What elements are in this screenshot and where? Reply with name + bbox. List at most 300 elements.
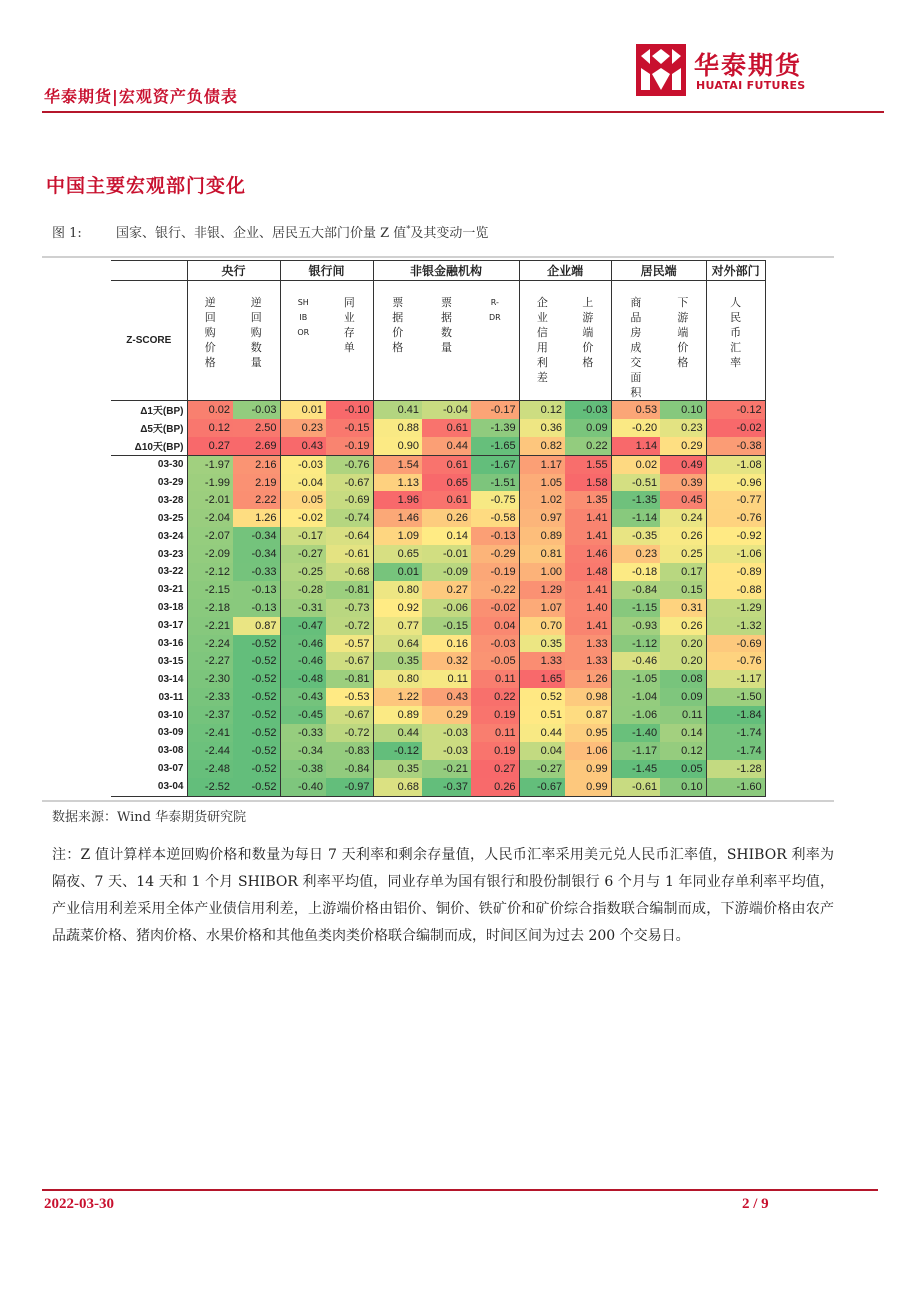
zscore-cell: -0.33	[233, 563, 280, 581]
zscore-cell: 0.44	[422, 437, 471, 455]
figure-number: 图 1:	[52, 226, 82, 241]
zscore-cell: -0.34	[233, 527, 280, 545]
date-row	[111, 563, 765, 581]
group-header: 央行	[187, 261, 280, 281]
delta-row	[111, 419, 765, 437]
column-header	[187, 281, 233, 401]
date-row	[111, 617, 765, 635]
zscore-cell: 0.95	[565, 724, 611, 742]
zscore-cell: -0.52	[233, 670, 280, 688]
zscore-cell: 0.02	[611, 455, 660, 473]
delta-row	[111, 437, 765, 455]
zscore-cell: 1.26	[565, 670, 611, 688]
zscore-cell: -0.76	[326, 455, 373, 473]
zscore-cell: -0.27	[519, 760, 565, 778]
zscore-cell: 1.33	[565, 635, 611, 653]
column-header-label: SHIBOR	[297, 298, 310, 337]
zscore-cell: 0.20	[660, 652, 706, 670]
zscore-cell: 0.05	[660, 760, 706, 778]
zscore-cell: -1.74	[706, 724, 765, 742]
row-label: 03-09	[111, 724, 187, 742]
zscore-cell: -2.48	[187, 760, 233, 778]
zscore-cell: -0.13	[471, 527, 519, 545]
zscore-cell: -0.72	[326, 617, 373, 635]
header-rule	[42, 111, 884, 113]
zscore-cell: 0.80	[373, 581, 422, 599]
zscore-cell: -0.29	[471, 545, 519, 563]
zscore-cell: 0.52	[519, 688, 565, 706]
zscore-cell: -0.92	[706, 527, 765, 545]
zscore-cell: -2.04	[187, 509, 233, 527]
zscore-cell: -0.76	[706, 652, 765, 670]
zscore-cell: 1.41	[565, 527, 611, 545]
zscore-cell: 0.17	[660, 563, 706, 581]
zscore-cell: 1.58	[565, 474, 611, 492]
column-header	[233, 281, 280, 401]
group-header: 企业端	[519, 261, 611, 281]
zscore-cell: 0.04	[471, 617, 519, 635]
zscore-cell: 0.15	[660, 581, 706, 599]
zscore-cell: 0.99	[565, 760, 611, 778]
footer-rule	[42, 1189, 878, 1191]
zscore-cell: 0.35	[373, 652, 422, 670]
zscore-cell: -1.06	[611, 706, 660, 724]
zscore-cell: -0.52	[233, 742, 280, 760]
zscore-cell: 1.09	[373, 527, 422, 545]
zscore-cell: -1.39	[471, 419, 519, 437]
group-header: 居民端	[611, 261, 706, 281]
zscore-cell: -0.03	[233, 401, 280, 419]
column-header	[611, 281, 660, 401]
column-header	[326, 281, 373, 401]
zscore-cell: -1.67	[471, 455, 519, 473]
zscore-cell: -0.04	[422, 401, 471, 419]
zscore-cell: -2.12	[187, 563, 233, 581]
zscore-cell: -2.52	[187, 778, 233, 796]
column-header	[519, 281, 565, 401]
zscore-cell: -2.09	[187, 545, 233, 563]
zscore-cell: -0.33	[280, 724, 326, 742]
zscore-cell: 0.31	[660, 599, 706, 617]
zscore-cell: -0.37	[422, 778, 471, 796]
section-title: 中国主要宏观部门变化	[46, 175, 247, 197]
column-header-label: 上游端价格	[582, 296, 594, 369]
zscore-cell: -2.07	[187, 527, 233, 545]
group-header: 非银金融机构	[373, 261, 519, 281]
zscore-cell: -0.73	[326, 599, 373, 617]
zscore-cell: -0.03	[422, 724, 471, 742]
zscore-cell: -0.97	[326, 778, 373, 796]
zscore-cell: 0.87	[233, 617, 280, 635]
zscore-cell: 0.65	[422, 474, 471, 492]
zscore-cell: 0.49	[660, 455, 706, 473]
zscore-cell: 1.40	[565, 599, 611, 617]
zscore-cell: 1.33	[565, 652, 611, 670]
zscore-cell: -0.18	[611, 563, 660, 581]
zscore-cell: -0.48	[280, 670, 326, 688]
zscore-cell: 1.41	[565, 509, 611, 527]
column-header-label: 人民币汇率	[730, 296, 742, 369]
zscore-cell: 0.11	[422, 670, 471, 688]
zscore-cell: -0.76	[706, 509, 765, 527]
group-header: 银行间	[280, 261, 373, 281]
zscore-cell: 1.22	[373, 688, 422, 706]
row-label: 03-11	[111, 688, 187, 706]
figure-top-rule	[42, 256, 834, 258]
zscore-cell: -1.08	[706, 455, 765, 473]
zscore-cell: -2.21	[187, 617, 233, 635]
zscore-cell: 0.10	[660, 778, 706, 796]
zscore-cell: -1.17	[611, 742, 660, 760]
zscore-cell: 0.65	[373, 545, 422, 563]
zscore-cell: 0.08	[660, 670, 706, 688]
zscore-cell: 0.02	[187, 401, 233, 419]
zscore-cell: 1.14	[611, 437, 660, 455]
zscore-cell: 0.09	[565, 419, 611, 437]
zscore-cell: 0.99	[565, 778, 611, 796]
zscore-cell: 2.69	[233, 437, 280, 455]
zscore-cell: -0.75	[471, 491, 519, 509]
zscore-cell: -0.03	[565, 401, 611, 419]
zscore-cell: 0.39	[660, 474, 706, 492]
zscore-cell: -1.51	[471, 474, 519, 492]
zscore-table	[111, 260, 766, 797]
zscore-cell: -0.02	[706, 419, 765, 437]
zscore-cell: -1.12	[611, 635, 660, 653]
column-header	[471, 281, 519, 401]
zscore-cell: 2.50	[233, 419, 280, 437]
zscore-cell: 0.12	[660, 742, 706, 760]
zscore-cell: -0.52	[233, 706, 280, 724]
zscore-cell: 0.89	[519, 527, 565, 545]
zscore-cell: -1.15	[611, 599, 660, 617]
zscore-cell: -0.28	[280, 581, 326, 599]
zscore-cell: 0.09	[660, 688, 706, 706]
huatai-logo-icon	[636, 44, 686, 96]
zscore-cell: -1.97	[187, 455, 233, 473]
date-row	[111, 509, 765, 527]
column-header-label: 企业信用利差	[536, 296, 548, 384]
zscore-cell: -0.69	[326, 491, 373, 509]
zscore-cell: 0.32	[422, 652, 471, 670]
row-label: 03-30	[111, 455, 187, 473]
zscore-cell: -2.33	[187, 688, 233, 706]
date-row	[111, 688, 765, 706]
zscore-cell: -0.34	[280, 742, 326, 760]
zscore-cell: -1.05	[611, 670, 660, 688]
zscore-cell: 0.51	[519, 706, 565, 724]
zscore-cell: -0.38	[280, 760, 326, 778]
zscore-cell: 0.14	[422, 527, 471, 545]
report-series-title: 华泰期货|宏观资产负债表	[44, 87, 238, 106]
date-row	[111, 474, 765, 492]
row-label: 03-14	[111, 670, 187, 688]
row-label-header: Z-SCORE	[111, 281, 187, 401]
zscore-cell: -0.74	[326, 509, 373, 527]
column-header	[280, 281, 326, 401]
column-header	[706, 281, 765, 401]
zscore-cell: -0.67	[326, 652, 373, 670]
row-label: 03-18	[111, 599, 187, 617]
zscore-cell: -0.58	[471, 509, 519, 527]
row-label: Δ1天(BP)	[111, 401, 187, 419]
footer-date: 2022-03-30	[44, 1196, 114, 1212]
zscore-cell: -1.17	[706, 670, 765, 688]
zscore-cell: -1.28	[706, 760, 765, 778]
zscore-cell: -0.96	[706, 474, 765, 492]
zscore-cell: -0.38	[706, 437, 765, 455]
zscore-cell: 0.45	[660, 491, 706, 509]
row-label: 03-04	[111, 778, 187, 796]
footnote: 注：Z 值计算样本逆回购价格和数量为每日 7 天利率和剩余存量值，人民币汇率采用美元兑人民币汇率值，SHIBOR 利率为隔夜、7 天、14 天和 1 个月 SHIBOR 利率平均值，同业存单为国有银行和股份制银行 6 个月与 1 年同业存单利率平均值，产业信用利差采用全体产业债信用利差，上游端价格由铝价、铜价、铁矿价和矿价综合指数联合编制而成，下游端价格由农产品蔬菜价格、猪肉价格、水果价格和其他鱼类肉类价格联合编制而成，时间区间为过去 200 个交易日。	[52, 847, 834, 944]
column-header-label: 票据数量	[441, 296, 453, 354]
zscore-cell: -0.83	[326, 742, 373, 760]
zscore-cell: 0.61	[422, 455, 471, 473]
row-label: 03-28	[111, 491, 187, 509]
zscore-cell: 0.80	[373, 670, 422, 688]
logo-english-name: HUATAI FUTURES	[696, 79, 806, 92]
zscore-cell: -0.61	[326, 545, 373, 563]
zscore-cell: 0.20	[660, 635, 706, 653]
zscore-cell: 1.35	[565, 491, 611, 509]
zscore-cell: -0.13	[233, 599, 280, 617]
zscore-cell: 1.07	[519, 599, 565, 617]
zscore-cell: -0.43	[280, 688, 326, 706]
row-label: 03-23	[111, 545, 187, 563]
row-label: 03-24	[111, 527, 187, 545]
figure-caption-sup: *	[406, 224, 411, 234]
zscore-cell: 0.12	[187, 419, 233, 437]
zscore-cell: -0.46	[280, 652, 326, 670]
zscore-cell: -0.15	[326, 419, 373, 437]
huatai-logo	[636, 44, 836, 96]
zscore-cell: -0.34	[233, 545, 280, 563]
zscore-cell: -1.04	[611, 688, 660, 706]
zscore-cell: 1.33	[519, 652, 565, 670]
row-label: 03-07	[111, 760, 187, 778]
row-label: 03-25	[111, 509, 187, 527]
column-header	[565, 281, 611, 401]
zscore-cell: -1.14	[611, 509, 660, 527]
zscore-cell: 0.53	[611, 401, 660, 419]
zscore-cell: 0.44	[373, 724, 422, 742]
zscore-cell: 0.05	[280, 491, 326, 509]
zscore-cell: -0.03	[422, 742, 471, 760]
zscore-cell: 0.26	[422, 509, 471, 527]
zscore-cell: -0.52	[233, 635, 280, 653]
zscore-cell: 0.19	[471, 742, 519, 760]
zscore-cell: 1.55	[565, 455, 611, 473]
zscore-cell: -1.99	[187, 474, 233, 492]
zscore-cell: -0.03	[471, 635, 519, 653]
zscore-cell: 0.27	[471, 760, 519, 778]
zscore-cell: -0.57	[326, 635, 373, 653]
zscore-cell: -0.12	[706, 401, 765, 419]
zscore-cell: 0.77	[373, 617, 422, 635]
figure-bottom-rule	[42, 800, 834, 802]
row-label: 03-29	[111, 474, 187, 492]
date-row	[111, 724, 765, 742]
zscore-cell: 1.02	[519, 491, 565, 509]
row-label: Δ10天(BP)	[111, 437, 187, 455]
zscore-cell: 1.96	[373, 491, 422, 509]
zscore-cell: 0.25	[660, 545, 706, 563]
zscore-cell: -2.15	[187, 581, 233, 599]
zscore-cell: 1.00	[519, 563, 565, 581]
zscore-cell: 0.88	[373, 419, 422, 437]
zscore-cell: -0.09	[422, 563, 471, 581]
date-row	[111, 581, 765, 599]
zscore-cell: 0.22	[471, 688, 519, 706]
zscore-cell: 0.19	[471, 706, 519, 724]
zscore-table-body	[111, 401, 765, 797]
column-header-row	[111, 281, 765, 401]
zscore-cell: 1.54	[373, 455, 422, 473]
zscore-cell: 0.04	[519, 742, 565, 760]
zscore-cell: -0.52	[233, 724, 280, 742]
zscore-cell: 0.22	[565, 437, 611, 455]
zscore-cell: 0.11	[471, 670, 519, 688]
zscore-cell: -0.04	[280, 474, 326, 492]
figure-caption	[52, 222, 488, 241]
zscore-cell: 0.26	[660, 617, 706, 635]
zscore-cell: -1.06	[706, 545, 765, 563]
logo-name: 华泰期货	[694, 51, 803, 80]
column-header-label: 同业存单	[343, 296, 355, 354]
zscore-cell: -2.37	[187, 706, 233, 724]
zscore-cell: 0.23	[660, 419, 706, 437]
zscore-cell: -0.52	[233, 760, 280, 778]
zscore-cell: 1.06	[565, 742, 611, 760]
data-source: 数据来源：Wind 华泰期货研究院	[52, 810, 247, 825]
zscore-cell: -1.29	[706, 599, 765, 617]
zscore-cell: -0.93	[611, 617, 660, 635]
zscore-cell: -0.20	[611, 419, 660, 437]
zscore-cell: -0.69	[706, 635, 765, 653]
zscore-cell: 0.43	[422, 688, 471, 706]
zscore-cell: 0.16	[422, 635, 471, 653]
column-header-label: 票据价格	[392, 296, 404, 354]
zscore-cell: 1.41	[565, 617, 611, 635]
zscore-cell: -0.81	[326, 581, 373, 599]
column-header-label: 逆回购价格	[204, 296, 216, 369]
zscore-cell: -0.52	[233, 778, 280, 796]
date-row	[111, 670, 765, 688]
zscore-cell: -0.40	[280, 778, 326, 796]
zscore-cell: -0.67	[326, 474, 373, 492]
column-header-label: 商品房成交面积	[630, 296, 642, 399]
zscore-cell: 0.12	[519, 401, 565, 419]
row-label: 03-10	[111, 706, 187, 724]
zscore-cell: -1.32	[706, 617, 765, 635]
zscore-cell: -0.46	[280, 635, 326, 653]
zscore-cell: -0.64	[326, 527, 373, 545]
zscore-cell: -0.68	[326, 563, 373, 581]
zscore-cell: 1.48	[565, 563, 611, 581]
zscore-cell: -0.45	[280, 706, 326, 724]
zscore-cell: -0.89	[706, 563, 765, 581]
zscore-cell: 1.46	[565, 545, 611, 563]
zscore-cell: 0.01	[280, 401, 326, 419]
zscore-cell: -0.22	[471, 581, 519, 599]
zscore-cell: -0.05	[471, 652, 519, 670]
zscore-cell: -1.40	[611, 724, 660, 742]
zscore-cell: -0.84	[326, 760, 373, 778]
zscore-cell: -0.02	[280, 509, 326, 527]
footer-page-number: 2 / 9	[742, 1196, 769, 1212]
row-label: 03-16	[111, 635, 187, 653]
zscore-cell: -2.30	[187, 670, 233, 688]
zscore-cell: 2.22	[233, 491, 280, 509]
column-header-label: 逆回购数量	[250, 296, 262, 369]
zscore-cell: -0.67	[519, 778, 565, 796]
zscore-cell: -2.01	[187, 491, 233, 509]
zscore-cell: 1.13	[373, 474, 422, 492]
zscore-cell: 2.19	[233, 474, 280, 492]
date-row	[111, 455, 765, 473]
zscore-cell: -1.35	[611, 491, 660, 509]
zscore-cell: -0.88	[706, 581, 765, 599]
zscore-cell: -1.60	[706, 778, 765, 796]
zscore-cell: 0.14	[660, 724, 706, 742]
zscore-cell: 1.65	[519, 670, 565, 688]
date-row	[111, 706, 765, 724]
zscore-cell: 0.11	[471, 724, 519, 742]
zscore-cell: 0.41	[373, 401, 422, 419]
zscore-cell: -0.15	[422, 617, 471, 635]
zscore-cell: -0.77	[706, 491, 765, 509]
zscore-cell: -0.47	[280, 617, 326, 635]
zscore-cell: 0.64	[373, 635, 422, 653]
zscore-cell: 1.26	[233, 509, 280, 527]
zscore-cell: -0.17	[471, 401, 519, 419]
zscore-cell: -0.19	[326, 437, 373, 455]
zscore-cell: -1.45	[611, 760, 660, 778]
date-row	[111, 491, 765, 509]
zscore-cell: -2.24	[187, 635, 233, 653]
zscore-cell: -2.41	[187, 724, 233, 742]
zscore-cell: -0.67	[326, 706, 373, 724]
zscore-cell: 0.90	[373, 437, 422, 455]
zscore-cell: -0.72	[326, 724, 373, 742]
zscore-cell: 0.29	[422, 706, 471, 724]
zscore-cell: 0.26	[471, 778, 519, 796]
column-header	[373, 281, 422, 401]
zscore-cell: -0.13	[233, 581, 280, 599]
zscore-cell: -0.53	[326, 688, 373, 706]
group-header-row	[111, 261, 765, 281]
zscore-cell: -0.02	[471, 599, 519, 617]
row-label: Δ5天(BP)	[111, 419, 187, 437]
zscore-cell: 0.61	[422, 491, 471, 509]
zscore-cell: 0.89	[373, 706, 422, 724]
zscore-cell: 0.92	[373, 599, 422, 617]
zscore-cell: -2.18	[187, 599, 233, 617]
zscore-cell: 0.43	[280, 437, 326, 455]
row-label: 03-21	[111, 581, 187, 599]
zscore-cell: 0.82	[519, 437, 565, 455]
zscore-cell: -1.65	[471, 437, 519, 455]
date-row	[111, 527, 765, 545]
group-header-blank	[111, 261, 187, 281]
zscore-cell: -0.10	[326, 401, 373, 419]
row-label: 03-08	[111, 742, 187, 760]
zscore-cell: -0.27	[280, 545, 326, 563]
zscore-table-wrapper	[111, 260, 765, 797]
zscore-cell: 0.70	[519, 617, 565, 635]
zscore-cell: 0.87	[565, 706, 611, 724]
zscore-cell: -0.25	[280, 563, 326, 581]
